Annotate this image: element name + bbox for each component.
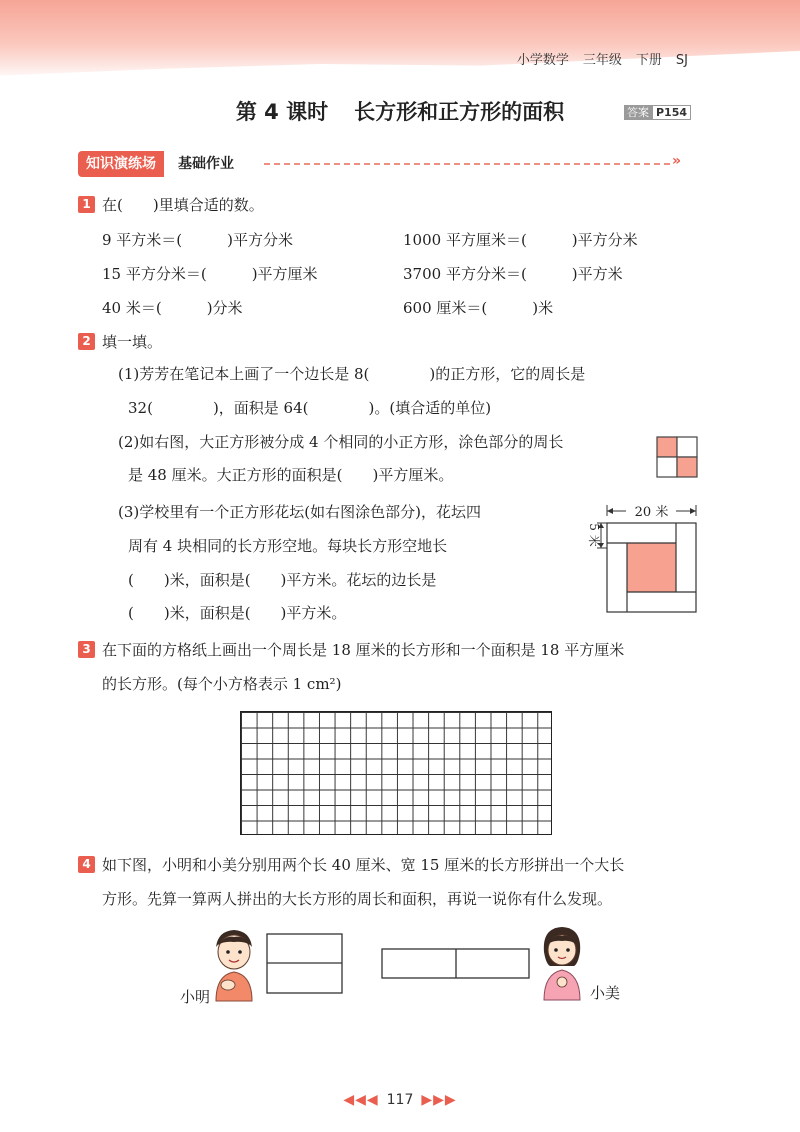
q4-number: 4 [78,856,95,873]
answer-label: 答案 [624,105,652,120]
q1-item-3: 15 平方分米＝( )平方厘米 [102,265,318,283]
next-arrows: ▶▶▶ [421,1092,457,1108]
q1-item-2: 1000 平方厘米＝( )平方分米 [403,231,638,249]
prev-arrows: ◀◀◀ [343,1092,379,1108]
section-divider [264,163,670,165]
header-band [0,0,800,82]
q2-part3-line3: ( )米，面积是( )平方米。花坛的边长是 [128,571,437,589]
q3-line2: 的长方形。(每个小方格表示 1 cm²) [102,675,342,693]
volume: 下册 [635,53,662,68]
q1-item-1: 9 平方米＝( )平方分米 [102,231,294,249]
boy-illustration [208,925,258,1005]
xiaoming-rectangle [266,933,344,995]
shaded-square [657,437,677,457]
q1-number: 1 [78,196,95,213]
q2-part2-line2: 是 48 厘米。大正方形的面积是( )平方厘米。 [128,466,454,484]
q2-part3-line2: 周有 4 块相同的长方形空地。每块长方形空地长 [128,537,448,555]
xiaomei-rectangle [381,948,531,980]
q2-part3-line4: ( )米，面积是( )平方米。 [128,604,347,622]
q1-stem: 在( )里填合适的数。 [102,196,264,214]
grid-paper[interactable] [240,711,552,835]
boy-name: 小明 [180,988,211,1006]
four-squares-figure [656,436,698,478]
lesson-number: 第 4 课时 [235,100,329,124]
q2-stem: 填一填。 [102,333,163,351]
q3-number: 3 [78,641,95,658]
girl-name: 小美 [590,984,621,1002]
flowerbed-figure [576,502,702,622]
shaded-square [677,457,697,477]
q1-item-5: 40 米＝( )分米 [102,299,243,317]
q2-part1-line2: 32( )，面积是 64( )。(填合适的单位) [128,399,492,417]
q3-line1: 在下面的方格纸上画出一个周长是 18 厘米的长方形和一个面积是 18 平方厘米 [102,641,625,659]
girl-illustration [538,922,586,1002]
section-subtitle: 基础作业 [178,156,234,172]
edition: SJ [675,53,688,68]
page-footer [0,1092,800,1108]
q4-line1: 如下图，小明和小美分别用两个长 40 厘米、宽 15 厘米的长方形拼出一个大长 [102,856,625,874]
section-arrows: » [672,153,682,169]
side-label: 5 米 [587,523,601,547]
q1-item-4: 3700 平方分米＝( )平方米 [403,265,623,283]
answer-ref[interactable] [624,104,691,120]
q4-line2: 方形。先算一算两人拼出的大长方形的周长和面积，再说一说你有什么发现。 [102,890,613,908]
subject: 小学数学 [516,53,569,68]
flowerbed-square [627,543,676,592]
q2-part1-line1: (1)芳芳在笔记本上画了一个边长是 8( )的正方形，它的周长是 [118,365,586,383]
q2-part3-line1: (3)学校里有一个正方形花坛(如右图涂色部分)，花坛四 [118,503,481,521]
answer-page: P154 [652,105,691,120]
lesson-name: 长方形和正方形的面积 [354,100,565,124]
q1-item-6: 600 厘米＝( )米 [403,299,554,317]
width-label: 20 米 [634,505,669,520]
page-number: 117 [386,1092,414,1108]
book-info [503,49,688,68]
q2-part2-line1: (2)如右图，大正方形被分成 4 个相同的小正方形，涂色部分的周长 [118,433,564,451]
section-tag: 知识演练场 [78,151,164,177]
q2-number: 2 [78,333,95,350]
grade: 三年级 [582,53,622,68]
